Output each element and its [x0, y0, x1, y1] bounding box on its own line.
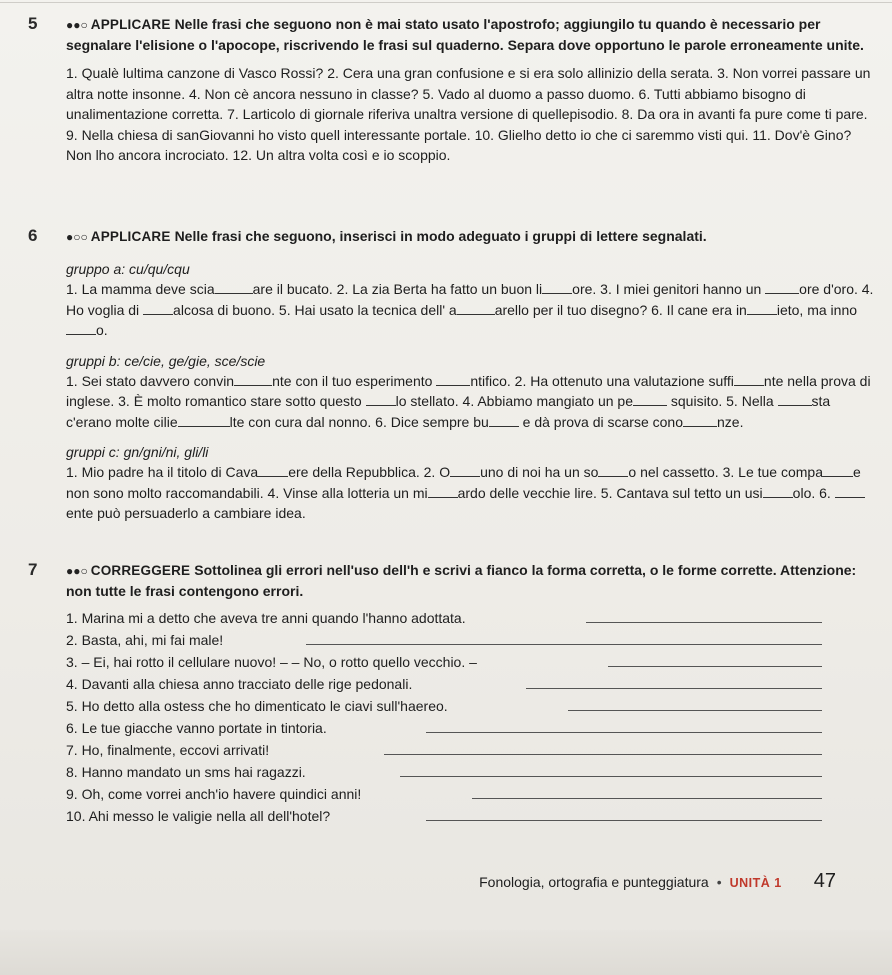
text-segment: e non sono molto raccomandabili. 4. Vinse alla lotteria un mi	[66, 464, 861, 501]
text-segment: squisito. 5. Nella	[667, 393, 778, 409]
exercise-number: 7	[28, 560, 38, 579]
exercise-keyword: APPLICARE	[90, 17, 171, 32]
answer-line[interactable]	[586, 622, 822, 623]
text-segment: alcosa di buono. 5. Hai usato la tecnica dell' a	[173, 301, 457, 318]
sentence-text: 7. Ho, finalmente, eccovi arrivati!	[66, 742, 270, 758]
list-item	[66, 761, 878, 783]
group-b-text	[66, 371, 878, 433]
difficulty-dots: ●○○	[66, 230, 88, 244]
text-segment: lo stellato. 4. Abbiamo mangiato un pe	[395, 393, 633, 409]
sentence-text: 4. Davanti alla chiesa anno tracciato delle rige pedonali.	[66, 676, 413, 692]
sentence-text: 3. – Ei, hai rotto il cellulare nuovo! – – No, o rotto quello vecchio. –	[66, 654, 477, 670]
text-segment: ardo delle vecchie lire. 5. Cantava sul tetto un usi	[457, 484, 763, 501]
instruction-text: Sottolinea gli errori nell'uso dell'h e scrivi a fianco la forma corretta, o le forme corrette. Attenzione: non tutte le frasi contengono errori.	[66, 562, 857, 599]
fill-blank[interactable]	[598, 466, 628, 477]
instruction-text: Nelle frasi che seguono non è mai stato usato l'apostrofo; aggiungilo tu quando è necessario per segnalare l'elisione o l'apocope, riscrivendo le frasi sul quaderno. Separa dove opportuno le parole erroneamente unite.	[66, 16, 864, 53]
fill-blank[interactable]	[215, 283, 253, 294]
sentence-list	[66, 607, 878, 827]
fill-blank[interactable]	[823, 466, 853, 477]
answer-line[interactable]	[426, 820, 822, 821]
list-item	[66, 783, 878, 805]
text-segment: olo. 6.	[792, 484, 835, 501]
text-segment: nze.	[717, 413, 744, 430]
text-segment: o.	[96, 322, 108, 338]
difficulty-dots: ●●○	[66, 18, 88, 32]
text-segment: nte con il tuo esperimento	[272, 372, 437, 389]
text-segment: ere della Repubblica. 2. O	[288, 464, 451, 480]
sentence-text: 10. Ahi messo le valigie nella all dell'hotel?	[66, 808, 331, 824]
fill-blank[interactable]	[542, 283, 572, 294]
fill-blank[interactable]	[683, 416, 717, 427]
answer-line[interactable]	[426, 732, 822, 733]
fill-blank[interactable]	[489, 416, 519, 427]
exercise-keyword: APPLICARE	[90, 229, 171, 244]
text-segment: sta c'erano molte cilie	[66, 393, 831, 430]
page-number: 47	[813, 870, 836, 892]
list-item	[66, 805, 878, 827]
answer-line[interactable]	[472, 798, 822, 799]
list-item	[66, 739, 878, 761]
exercise-instruction	[66, 560, 878, 601]
unit-label: UNITÀ 1	[729, 876, 782, 890]
sentence-text: 9. Oh, come vorrei anch'io havere quindici anni!	[66, 786, 362, 802]
answer-line[interactable]	[306, 644, 822, 645]
fill-blank[interactable]	[457, 304, 495, 315]
list-item	[66, 673, 878, 695]
text-segment: o nel cassetto. 3. Le tue compa	[628, 464, 823, 480]
text-segment: ieto, ma inno	[776, 301, 858, 318]
fill-blank[interactable]	[778, 395, 812, 406]
exercise-number: 5	[28, 14, 38, 33]
group-a-title: gruppo a: cu/qu/cqu	[66, 261, 190, 277]
text-segment: e dà prova di scarse cono	[518, 413, 683, 430]
fill-blank[interactable]	[747, 304, 777, 315]
sentence-text: 8. Hanno mandato un sms hai ragazzi.	[66, 764, 306, 780]
fill-blank[interactable]	[765, 283, 799, 294]
exercise-text: 1. Qualè lultima canzone di Vasco Rossi? 2. Cera una gran confusione e si era solo allinizio della serata. 3. Non vorrei passare un altra notte insonne. 4. Non cè ancora nessuno in classe? 5. Vado al duomo a passo duomo. 6. Tutti abbiamo bisogno di unalimentazione corretta. 7. Larticolo di giornale riferiva unaltra versione di quellepisodio. 8. Da ora in avanti fa pure come ti pare. 9. Nella chiesa di sanGiovanni ho visto quell interessante portale. 10. Glielho detto io che ci saremmo visti qui. 11. Dov'è Gino? Non lho ancora incrociato. 12. Un altra volta così e io scoppio.	[66, 65, 871, 163]
list-item	[66, 607, 878, 629]
list-item	[66, 651, 878, 673]
exercise-keyword: CORREGGERE	[90, 563, 191, 578]
exercise-6	[28, 226, 878, 524]
sentence-text: 6. Le tue giacche vanno portate in tintoria.	[66, 720, 327, 736]
footer-separator: •	[716, 874, 722, 890]
fill-blank[interactable]	[143, 304, 173, 315]
fill-blank[interactable]	[258, 466, 288, 477]
list-item	[66, 717, 878, 739]
list-item	[66, 629, 878, 651]
exercise-instruction	[66, 14, 878, 55]
list-item	[66, 695, 878, 717]
sentence-text: 5. Ho detto alla ostess che ho dimenticato le ciavi sull'haereo.	[66, 698, 448, 714]
text-segment: ore. 3. I miei genitori hanno un	[572, 281, 766, 297]
fill-blank[interactable]	[178, 416, 230, 427]
exercise-instruction	[66, 226, 878, 247]
page-bottom-edge	[0, 930, 892, 975]
answer-line[interactable]	[384, 754, 822, 755]
top-rule	[0, 2, 892, 3]
fill-blank[interactable]	[763, 487, 793, 498]
text-segment: ore d'oro. 4. Ho voglia di	[66, 281, 874, 318]
text-segment: arello per il tuo disegno? 6. Il cane era in	[494, 301, 747, 318]
sentence-text: 1. Marina mi a detto che aveva tre anni quando l'hanno adottata.	[66, 610, 466, 626]
text-segment: are il bucato. 2. La zia Berta ha fatto un buon li	[252, 281, 543, 297]
group-c-title: gruppi c: gn/gni/ni, gli/li	[66, 444, 209, 460]
text-segment: ente può persuaderlo a cambiare idea.	[66, 505, 306, 521]
fill-blank[interactable]	[66, 324, 96, 335]
fill-blank[interactable]	[835, 487, 865, 498]
difficulty-dots: ●●○	[66, 564, 88, 578]
group-a-text	[66, 279, 878, 341]
answer-line[interactable]	[526, 688, 822, 689]
answer-line[interactable]	[608, 666, 822, 667]
instruction-text: Nelle frasi che seguono, inserisci in modo adeguato i gruppi di lettere segnalati.	[174, 228, 707, 244]
fill-blank[interactable]	[366, 395, 396, 406]
fill-blank[interactable]	[428, 487, 458, 498]
answer-line[interactable]	[400, 776, 822, 777]
text-segment: ntifico. 2. Ha ottenuto una valutazione suffi	[470, 372, 734, 389]
page-footer	[479, 870, 836, 893]
text-segment: nte nella prova di inglese. 3. È molto romantico stare sotto questo	[66, 372, 871, 409]
text-segment: 1. La mamma deve scia	[66, 281, 215, 297]
text-segment: 1. Mio padre ha il titolo di Cava	[66, 464, 259, 480]
exercise-5	[28, 14, 878, 166]
fill-blank[interactable]	[234, 375, 272, 386]
exercise-number: 6	[28, 226, 38, 245]
section-title: Fonologia, ortografia e punteggiatura	[479, 874, 709, 890]
answer-line[interactable]	[568, 710, 822, 711]
exercise-7	[28, 560, 878, 827]
fill-blank[interactable]	[450, 466, 480, 477]
fill-blank[interactable]	[633, 395, 667, 406]
group-c-text	[66, 462, 878, 524]
sentence-text: 2. Basta, ahi, mi fai male!	[66, 632, 224, 648]
group-b-title: gruppi b: ce/cie, ge/gie, sce/scie	[66, 352, 266, 369]
text-segment: uno di noi ha un so	[480, 464, 599, 480]
text-segment: lte con cura dal nonno. 6. Dice sempre bu	[229, 413, 489, 430]
fill-blank[interactable]	[436, 375, 470, 386]
fill-blank[interactable]	[734, 375, 764, 386]
text-segment: 1. Sei stato davvero convin	[66, 372, 235, 389]
